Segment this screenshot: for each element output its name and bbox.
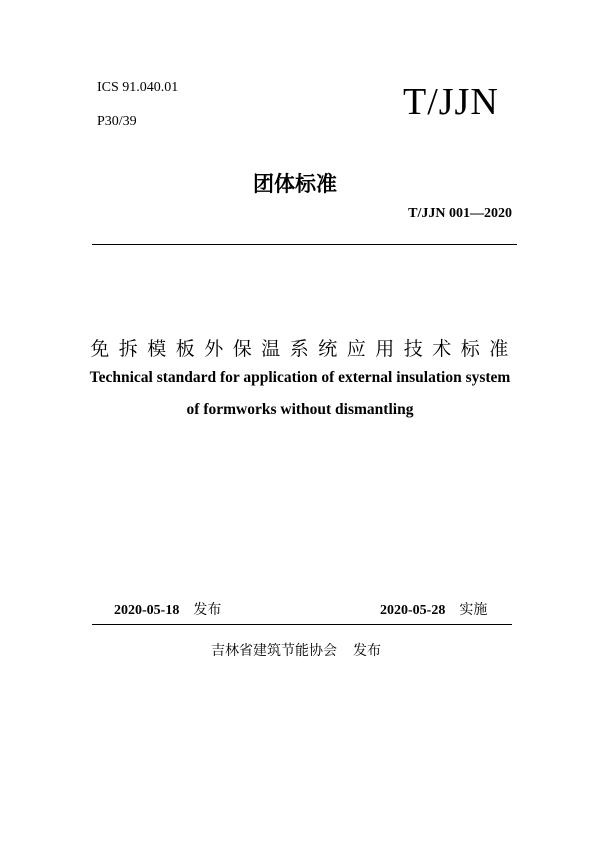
publisher-line [211,640,381,660]
title-chinese: 免拆模板外保温系统应用技术标准 [90,338,518,360]
publish-label: 发布 [353,643,381,659]
title-english-line-1: Technical standard for application of external insulation system [89,369,511,386]
issue-label: 发布 [193,602,222,618]
implement-date: 2020-05-28 [380,603,446,618]
standard-number: T/JJN 001—2020 [408,206,512,221]
issue-date-block [114,599,221,619]
ccs-code: P30/39 [97,114,137,129]
bottom-divider [92,624,512,625]
organization-code: T/JJN [403,81,499,123]
top-divider [92,244,517,245]
publisher-name: 吉林省建筑节能协会 [211,643,337,659]
ics-code: ICS 91.040.01 [97,80,179,95]
standard-type-heading: 团体标准 [253,172,337,196]
title-english-line-2: of formworks without dismantling [186,401,414,418]
issue-date: 2020-05-18 [114,603,180,618]
implement-label: 实施 [459,602,488,618]
implement-date-block [380,599,487,619]
